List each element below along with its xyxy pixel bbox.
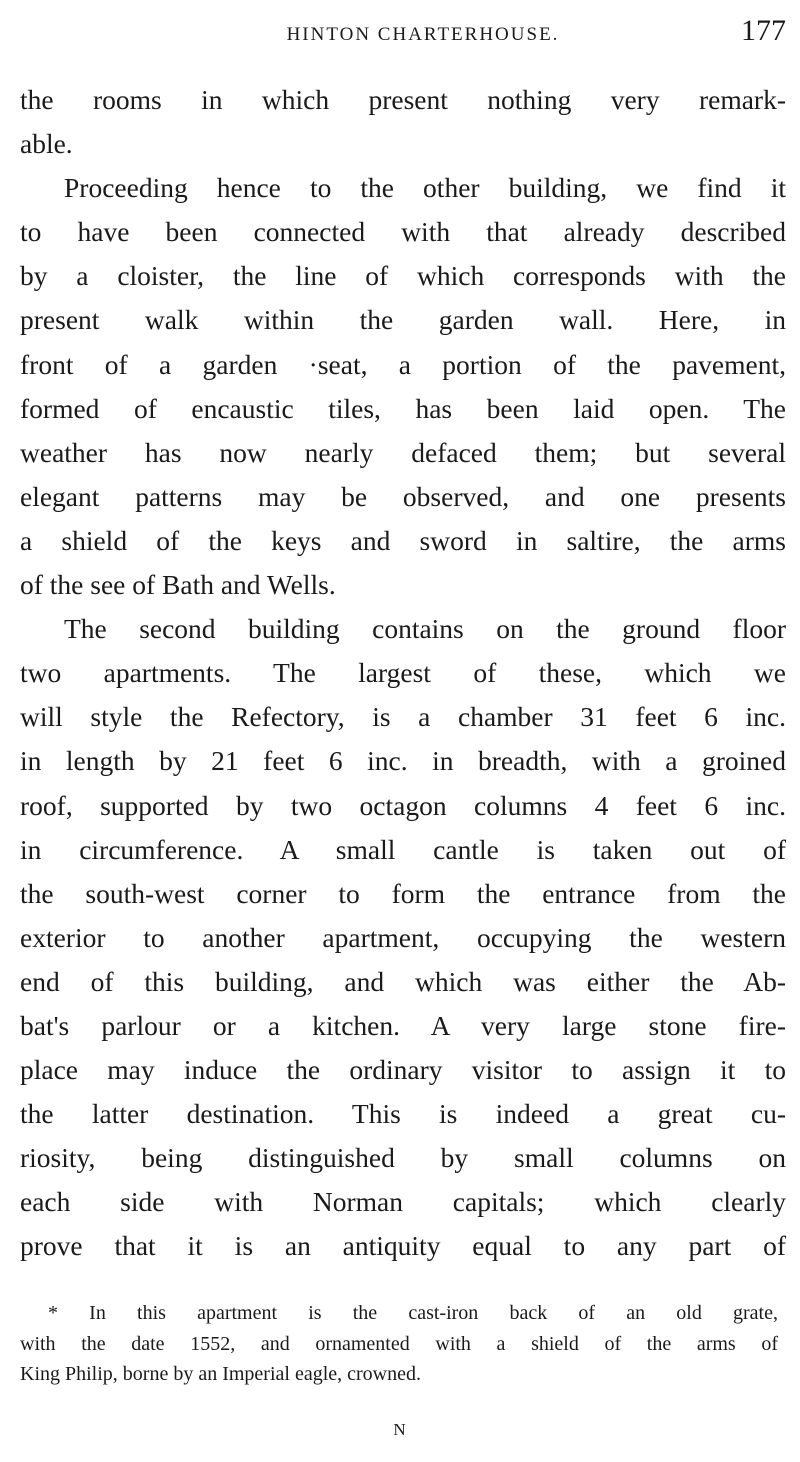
text-line: a shield of the keys and sword in saltire, the arms bbox=[20, 524, 786, 556]
text-line: end of this building, and which was either the Ab- bbox=[20, 965, 786, 997]
text-line: formed of encaustic tiles, has been laid open. The bbox=[20, 392, 786, 424]
text-line: weather has now nearly defaced them; but several bbox=[20, 436, 786, 468]
text-line: in circumference. A small cantle is taken out of bbox=[20, 833, 786, 865]
body-text bbox=[20, 78, 786, 1269]
text-line: each side with Norman capitals; which clearly bbox=[20, 1186, 786, 1218]
text-line: Proceeding hence to the other building, we find it bbox=[64, 172, 786, 204]
text-line: roof, supported by two octagon columns 4 feet 6 inc. bbox=[20, 789, 786, 821]
text-line: of the see of Bath and Wells. bbox=[20, 569, 336, 601]
text-line: will style the Refectory, is a chamber 31 feet 6 inc. bbox=[20, 701, 786, 733]
text-line: bat's parlour or a kitchen. A very large stone fire- bbox=[20, 1009, 786, 1041]
footnote bbox=[20, 1298, 778, 1390]
running-title: HINTON CHARTERHOUSE. bbox=[286, 24, 560, 45]
text-line: riosity, being distinguished by small columns on bbox=[20, 1142, 786, 1174]
text-line: the latter destination. This is indeed a great cu- bbox=[20, 1098, 786, 1130]
text-line: front of a garden ·seat, a portion of the pavement, bbox=[20, 348, 786, 380]
running-head bbox=[20, 14, 786, 54]
footnote-line: King Philip, borne by an Imperial eagle, crowned. bbox=[20, 1363, 421, 1385]
page-number: 177 bbox=[741, 14, 786, 47]
text-line: exterior to another apartment, occupying the western bbox=[20, 921, 786, 953]
text-line: in length by 21 feet 6 inc. in breadth, with a groined bbox=[20, 745, 786, 777]
footnote-line: * In this apartment is the cast-iron back of an old grate, bbox=[48, 1302, 778, 1324]
text-line: place may induce the ordinary visitor to assign it to bbox=[20, 1054, 786, 1086]
text-line: present walk within the garden wall. Here, in bbox=[20, 304, 786, 336]
footnote-line: with the date 1552, and ornamented with a shield of the arms of bbox=[20, 1332, 778, 1355]
text-line: able. bbox=[20, 128, 73, 160]
text-line: to have been connected with that already described bbox=[20, 216, 786, 248]
text-line: by a cloister, the line of which corresponds with the bbox=[20, 260, 786, 292]
text-line: two apartments. The largest of these, which we bbox=[20, 657, 786, 689]
signature-mark: N bbox=[393, 1420, 407, 1439]
text-line: the rooms in which present nothing very remark- bbox=[20, 84, 786, 115]
text-line: the south-west corner to form the entrance from the bbox=[20, 877, 786, 909]
text-line: prove that it is an antiquity equal to any part of bbox=[20, 1230, 786, 1262]
text-line: elegant patterns may be observed, and one presents bbox=[20, 480, 786, 512]
text-line: The second building contains on the ground floor bbox=[64, 613, 786, 645]
